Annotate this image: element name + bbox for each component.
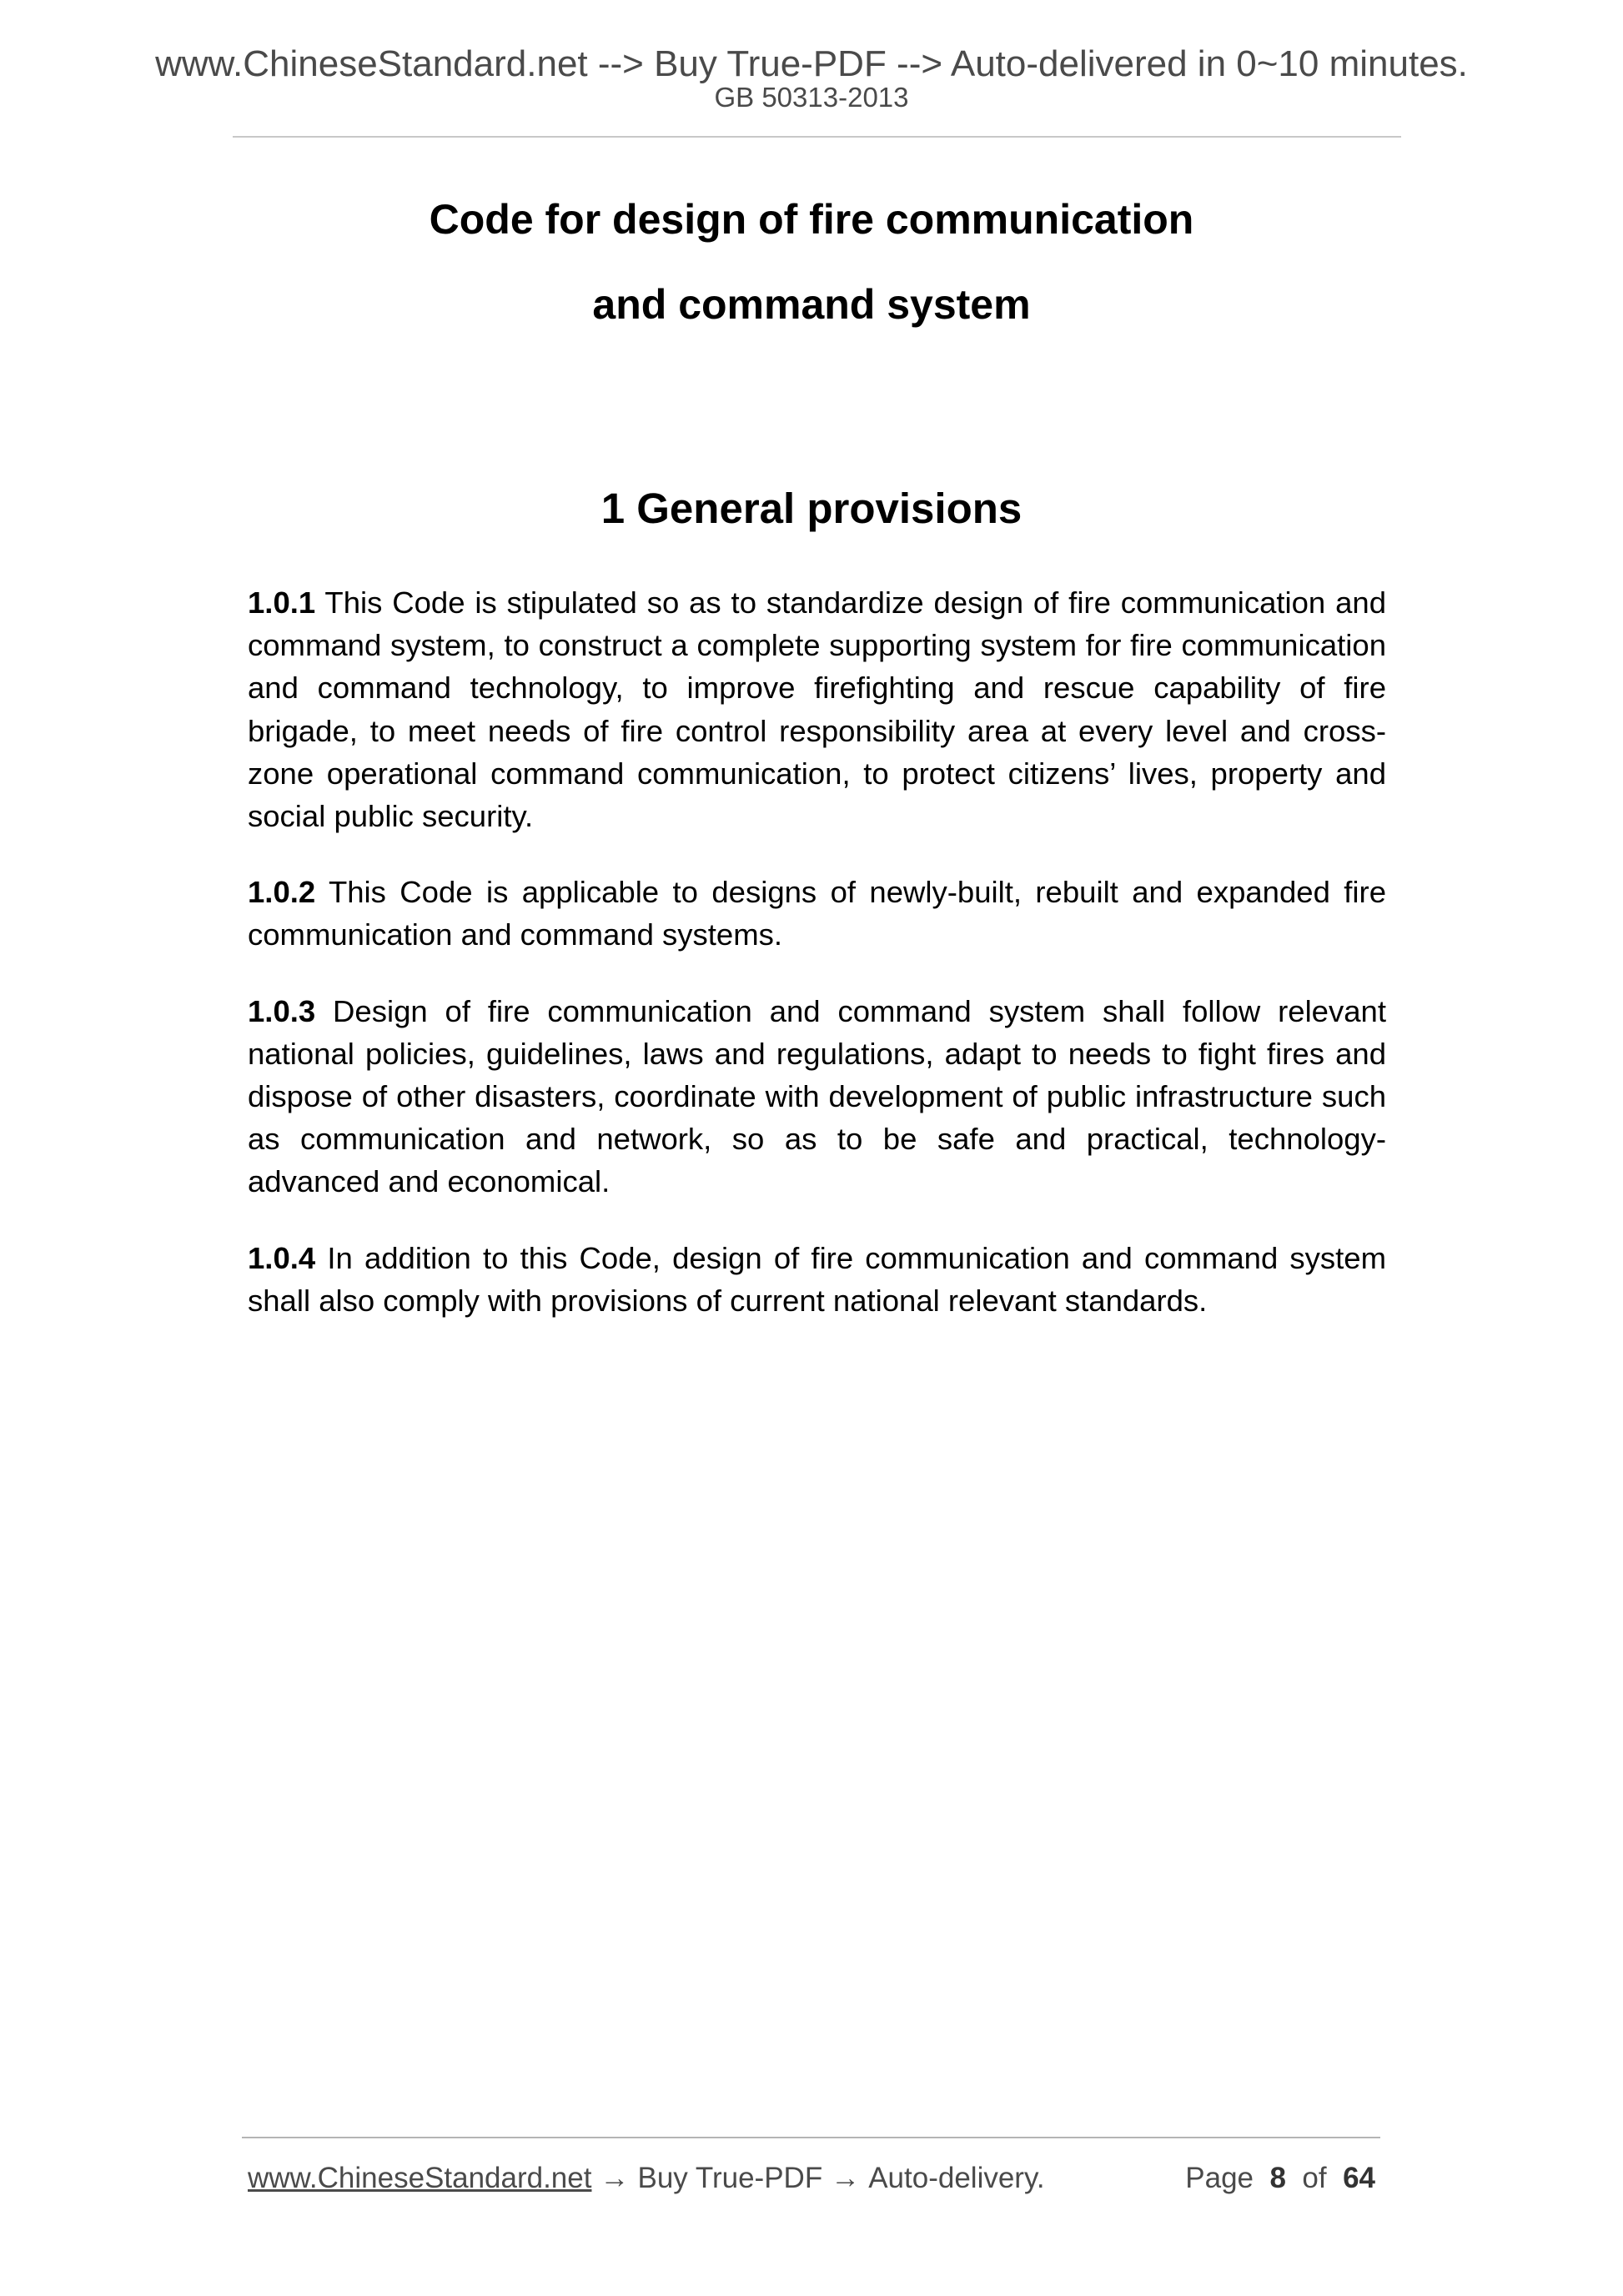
document-title-line-1: Code for design of fire communication <box>429 196 1194 243</box>
arrow-right-icon: → <box>831 2162 861 2194</box>
clause-text: This Code is applicable to designs of newly-built, rebuilt and expanded fire communication and command systems. <box>248 875 1386 952</box>
footer-delivery-text: Auto-delivery. <box>868 2162 1045 2194</box>
clause-1-0-1 <box>248 581 1386 837</box>
page-indicator <box>1185 2160 1375 2197</box>
footer-promo <box>248 2160 1045 2197</box>
section-heading: 1 General provisions <box>600 485 1023 532</box>
page-label: Page <box>1185 2162 1254 2194</box>
clause-text: In addition to this Code, design of fire communication and command system shall also comply with provisions of current national relevant standards. <box>248 1240 1386 1318</box>
top-banner: www.ChineseStandard.net --> Buy True-PDF --> Auto-delivered in 0~10 minutes. <box>155 43 1468 84</box>
clause-number: 1.0.2 <box>248 875 316 910</box>
arrow-right-icon: → <box>600 2162 630 2194</box>
clause-text: This Code is stipulated so as to standardize design of fire communication and command system, to construct a complete supporting system for fire communication and command technology, to improve firefighting and rescue capability of fire brigade, to meet needs of fire control responsibility area at every level and cross-zone operational command communication, to protect citizens’ lives, property and social public security. <box>248 585 1386 834</box>
clause-1-0-2 <box>248 871 1386 956</box>
clause-number: 1.0.1 <box>248 585 316 620</box>
document-code: GB 50313-2013 <box>714 82 909 113</box>
footer-buy-text: Buy True-PDF <box>637 2162 823 2194</box>
total-page-number: 64 <box>1343 2162 1375 2194</box>
clause-number: 1.0.3 <box>248 993 316 1028</box>
footer-website-link[interactable]: www.ChineseStandard.net <box>248 2162 592 2194</box>
header-divider <box>233 136 1401 138</box>
clause-1-0-4 <box>248 1237 1386 1322</box>
of-label: of <box>1302 2162 1327 2194</box>
footer-divider <box>242 2137 1380 2138</box>
current-page-number: 8 <box>1269 2162 1286 2194</box>
document-title-line-2: and command system <box>592 281 1031 328</box>
clauses-body <box>248 581 1386 1355</box>
clause-text: Design of fire communication and command system shall follow relevant national policies, guidelines, laws and regulations, adapt to needs to fight fires and dispose of other disasters, coordinate with development of public infrastructure such as communication and network, so as to be safe and practical, technology-advanced and economical. <box>248 993 1386 1199</box>
clause-number: 1.0.4 <box>248 1240 316 1275</box>
clause-1-0-3 <box>248 990 1386 1203</box>
